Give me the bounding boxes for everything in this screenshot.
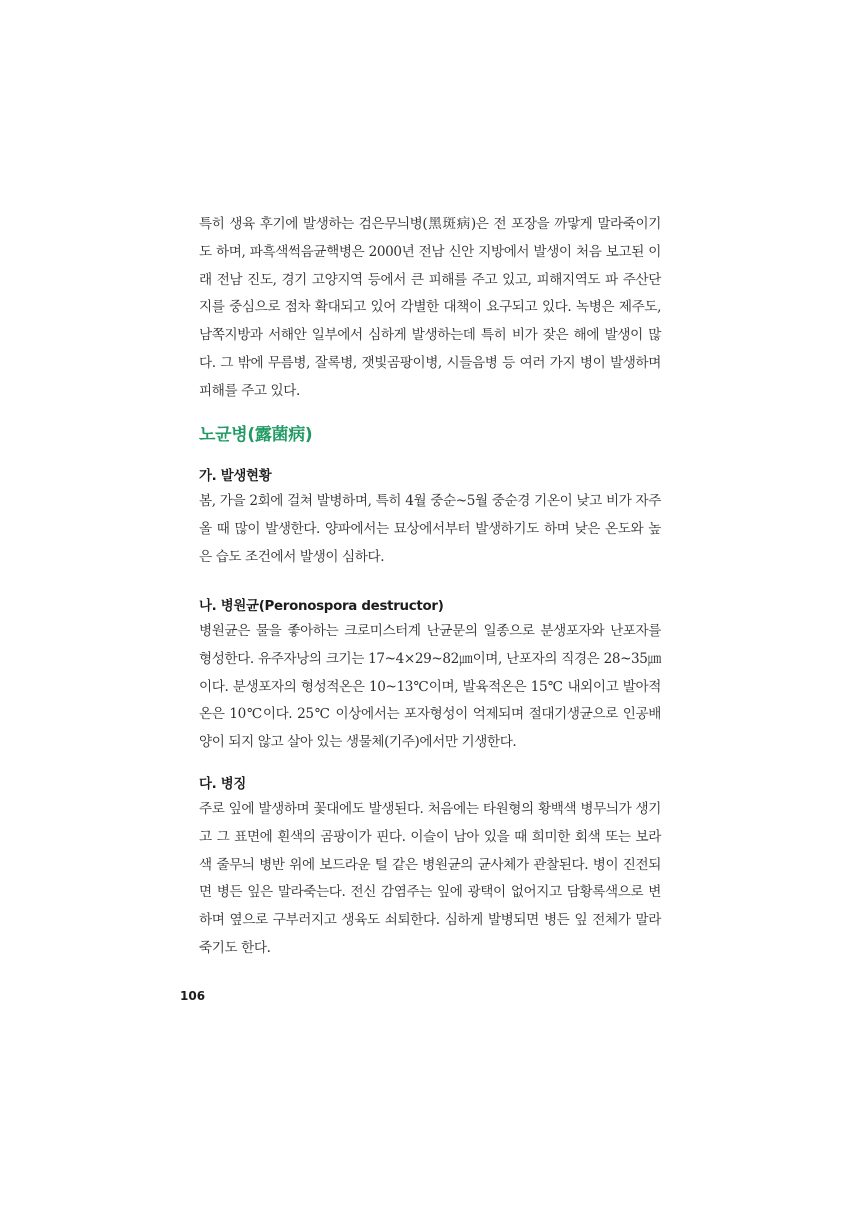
subsection-text-occurrence: 봄, 가을 2회에 걸쳐 발병하며, 특히 4월 중순~5월 중순경 기온이 낮고 비가 자주 올 때 많이 발생한다. 양파에서는 묘상에서부터 발생하기도 하며 낮은 온도와 높은 습도 조건에서 발생이 심하다. bbox=[199, 493, 661, 565]
intro-paragraph: 특히 생육 후기에 발생하는 검은무늬병(黑斑病)은 전 포장을 까맣게 말라죽이기도 하며, 파흑색썩음균핵병은 2000년 전남 신안 지방에서 발생이 처음 보고된 이래 전남 진도, 경기 고양지역 등에서 큰 피해를 주고 있고, 피해지역도 파 주산단지를 중심으로 점차 확대되고 있어 각별한 대책이 요구되고 있다. 녹병은 제주도, 남쪽지방과 서해안 일부에서 심하게 발생하는데 특히 비가 잦은 해에 발생이 많다. 그 밖에 무름병, 잘록병, 잿빛곰팡이병, 시들음병 등 여러 가지 병이 발생하며 피해를 주고 있다. bbox=[199, 216, 661, 399]
subsection-heading-occurrence: 가. 발생현황 bbox=[199, 469, 272, 484]
subsection-text-symptoms: 주로 잎에 발생하며 꽃대에도 발생된다. 처음에는 타원형의 황백색 병무늬가 생기고 그 표면에 흰색의 곰팡이가 핀다. 이슬이 남아 있을 때 희미한 회색 또는 보라색 줄무늬 병반 위에 보드라운 털 같은 병원균의 균사체가 관찰된다. 병이 진전되면 병든 잎은 말라죽는다. 전신 감염주는 잎에 광택이 없어지고 담황록색으로 변하며 옆으로 구부러지고 생육도 쇠퇴한다. 심하게 발병되면 병든 잎 전체가 말라죽기도 한다. bbox=[199, 801, 661, 956]
page-number: 106 bbox=[180, 989, 206, 1003]
subsection-text-pathogen: 병원균은 물을 좋아하는 크로미스터계 난균문의 일종으로 분생포자와 난포자를 형성한다. 유주자낭의 크기는 17~4×29~82㎛이며, 난포자의 직경은 28~35㎛이다. 분생포자의 형성적온은 10~13℃이며, 발육적온은 15℃ 내외이고 발아적온은 10℃이다. 25℃ 이상에서는 포자형성이 억제되며 절대기생균으로 인공배양이 되지 않고 살아 있는 생물체(기주)에서만 기생한다. bbox=[199, 623, 661, 751]
subsection-heading-symptoms: 다. 병징 bbox=[199, 777, 247, 792]
subsection-heading-pathogen: 나. 병원균(Peronospora destructor) bbox=[199, 599, 444, 614]
section-title: 노균병(露菌病) bbox=[199, 425, 313, 445]
